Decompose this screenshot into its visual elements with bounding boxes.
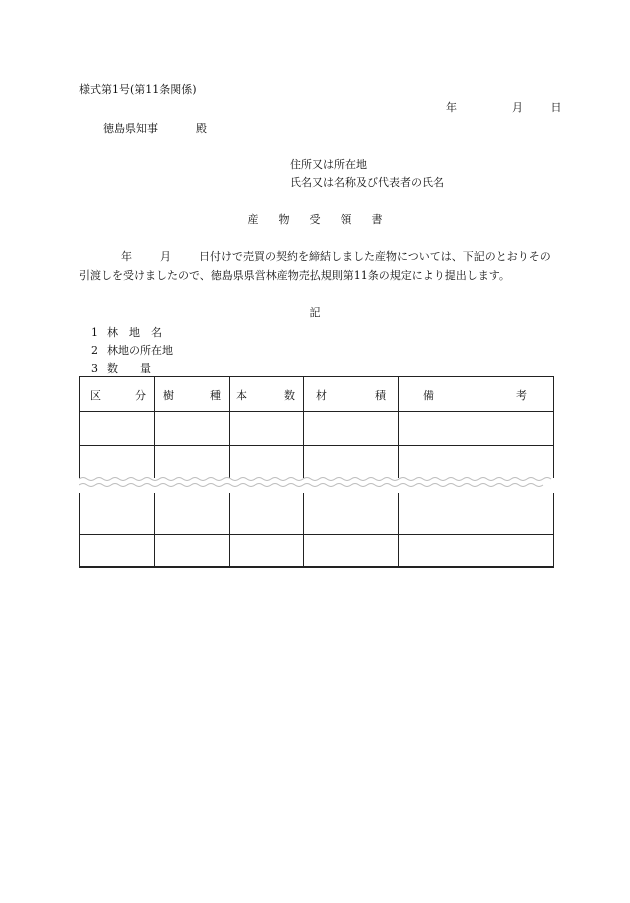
body-year: 年 bbox=[121, 250, 132, 263]
applicant-name-label: 氏名又は名称及び代表者の氏名 bbox=[290, 176, 444, 189]
header-count-b: 数 bbox=[284, 389, 295, 402]
item-quantity: 3 数 量 bbox=[91, 362, 151, 375]
body-paragraph bbox=[79, 247, 553, 285]
applicant-address-label: 住所又は所在地 bbox=[290, 158, 367, 171]
record-table-bottom bbox=[79, 493, 554, 568]
body-text: 日付けで売買の契約を締結しました産物については、下記のとおりその引渡しを受けましたので、徳島県県営林産物売払規則第11条の規定により提出します。 bbox=[79, 250, 551, 282]
ki-heading: 記 bbox=[309, 306, 321, 319]
date-day: 日 bbox=[550, 101, 562, 114]
document-title: 産物受領書 bbox=[247, 213, 403, 226]
header-remarks-a: 備 bbox=[423, 389, 434, 402]
header-count-a: 本 bbox=[236, 389, 247, 402]
date-month: 月 bbox=[512, 101, 523, 114]
body-month: 月 bbox=[160, 250, 171, 263]
table-break-mark bbox=[79, 475, 552, 489]
header-volume-b: 積 bbox=[375, 389, 386, 402]
record-table-top bbox=[79, 376, 554, 478]
header-remarks-b: 考 bbox=[516, 389, 527, 402]
item-forest-location: 2 林地の所在地 bbox=[91, 344, 173, 357]
header-volume-a: 材 bbox=[316, 389, 327, 402]
date-line bbox=[446, 99, 562, 115]
addressee-honorific: 殿 bbox=[196, 122, 207, 135]
addressee bbox=[103, 120, 207, 136]
form-number-label: 様式第1号(第11条関係) bbox=[79, 83, 197, 96]
header-category-b: 分 bbox=[135, 389, 146, 402]
header-species-a: 樹 bbox=[163, 389, 174, 402]
addressee-name: 徳島県知事 bbox=[103, 122, 158, 135]
header-category-a: 区 bbox=[90, 389, 101, 402]
item-forest-name: 1 林 地 名 bbox=[91, 326, 162, 339]
header-species-b: 種 bbox=[210, 389, 221, 402]
date-year: 年 bbox=[446, 101, 457, 114]
